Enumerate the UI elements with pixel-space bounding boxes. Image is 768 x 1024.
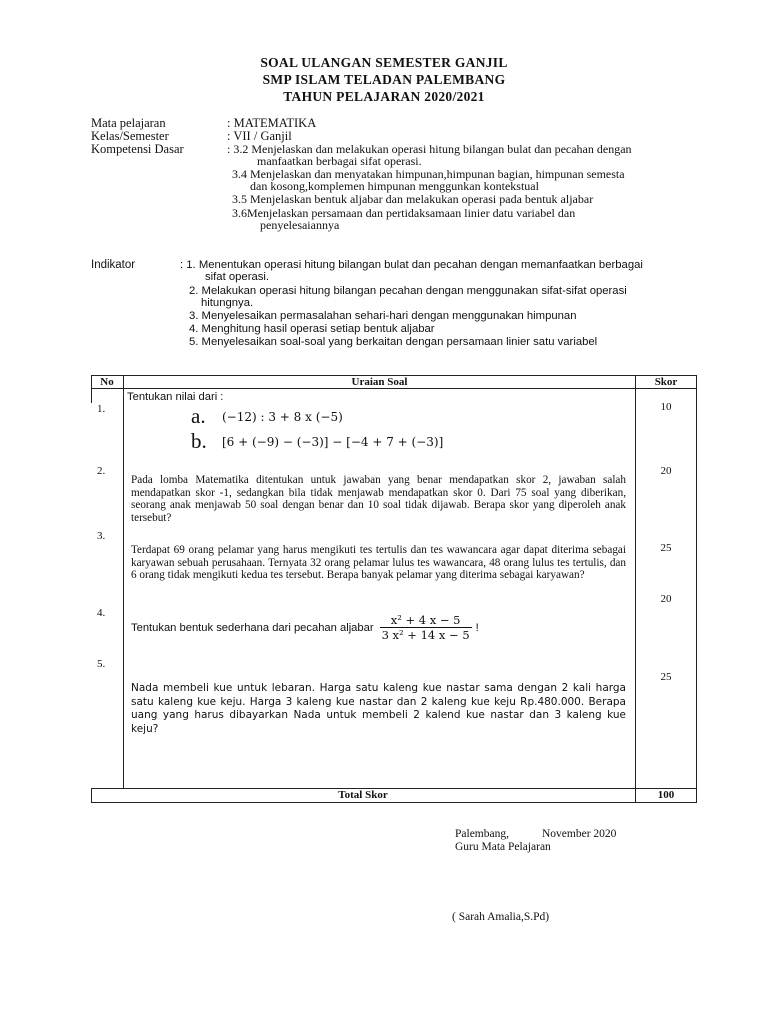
table-col-divider-2 bbox=[635, 375, 636, 802]
table-header-divider bbox=[91, 388, 697, 389]
q1-number: 1. bbox=[97, 403, 106, 415]
q1-intro: Tentukan nilai dari : bbox=[127, 391, 224, 403]
signature-date: November 2020 bbox=[542, 828, 617, 840]
q1-b-label: b. bbox=[191, 429, 207, 453]
indikator-item-5: 5. Menyelesaikan soal-soal yang berkaitan dengan persamaan linier satu variabel bbox=[189, 336, 598, 348]
indikator-item-1-cont: sifat operasi. bbox=[205, 271, 270, 283]
q3-score: 25 bbox=[660, 542, 672, 554]
q3-number: 3. bbox=[97, 530, 106, 542]
kd-item-2-cont: dan kosong,komplemen himpunan menggunkan kontekstual bbox=[250, 179, 539, 193]
q4-number: 4. bbox=[97, 607, 106, 619]
kd-label: Kompetensi Dasar bbox=[91, 142, 184, 156]
q4-line bbox=[131, 613, 479, 642]
indikator-label: Indikator bbox=[91, 259, 136, 271]
kd-item-1-cont: manfaatkan berbagai sifat operasi. bbox=[257, 154, 422, 168]
title-line-3: TAHUN PELAJARAN 2020/2021 bbox=[283, 89, 485, 104]
kd-item-4: 3.6Menjelaskan persamaan dan pertidaksamaan linier datu variabel dan bbox=[232, 206, 576, 220]
kelas-value: : VII / Ganjil bbox=[227, 129, 292, 143]
q1-score: 10 bbox=[660, 401, 672, 413]
table-border-bottom bbox=[91, 802, 697, 803]
kd-item-1: : 3.2 Menjelaskan dan melakukan operasi hitung bilangan bulat dan pecahan dengan bbox=[227, 142, 632, 156]
kd-item-2: 3.4 Menjelaskan dan menyatakan himpunan,himpunan bagian, himpunan semesta bbox=[232, 167, 625, 181]
q4-text: Tentukan bentuk sederhana dari pecahan aljabar bbox=[131, 621, 374, 634]
q4-fraction bbox=[380, 613, 472, 642]
table-col-divider-1 bbox=[123, 375, 124, 788]
q2-score: 20 bbox=[660, 465, 672, 477]
total-label: Total Skor bbox=[338, 789, 388, 801]
col-header-no: No bbox=[100, 376, 114, 388]
q2-text: Pada lomba Matematika ditentukan untuk jawaban yang benar mendapatkan skor 2, jawaban salah mendapatkan skor -1, sedangkan bila tidak menjawab mendapatkan skor 0. Dari 75 soal yang diberikan, seorang anak menjawab 50 soal dengan benar dan 10 soal tidak dijawab. Berapa skor yang diperoleh anak tersebut? bbox=[131, 474, 626, 524]
mapel-value: : MATEMATIKA bbox=[227, 116, 317, 130]
kd-item-3: 3.5 Menjelaskan bentuk aljabar dan melakukan operasi pada bentuk aljabar bbox=[232, 192, 594, 206]
indikator-item-3: 3. Menyelesaikan permasalahan sehari-hari dengan menggunakan himpunan bbox=[189, 310, 577, 322]
q2-number: 2. bbox=[97, 465, 106, 477]
q1-a-label: a. bbox=[191, 404, 206, 428]
q4-score: 20 bbox=[660, 593, 672, 605]
q3-text: Terdapat 69 orang pelamar yang harus mengikuti tes tertulis dan tes wawancara agar dapat diterima sebagai karyawan sebuah perusahaan. Ternyata 32 orang pelamar lulus tes wawancara, 48 orang lulus tes tertulis, dan 6 orang tidak mengikuti kedua tes tersebut. Berapa banyak pelamar yang diterima sebagai karyawan? bbox=[131, 544, 626, 582]
total-value: 100 bbox=[657, 789, 675, 801]
signature-role: Guru Mata Pelajaran bbox=[455, 841, 551, 853]
q5-score: 25 bbox=[660, 671, 672, 683]
table-border-right bbox=[696, 375, 697, 802]
mapel-label: Mata pelajaran bbox=[91, 116, 166, 130]
indikator-item-1: : 1. Menentukan operasi hitung bilangan bulat dan pecahan dengan memanfaatkan berbagai bbox=[180, 259, 643, 271]
indikator-item-2-cont: hitungnya. bbox=[201, 297, 254, 309]
q4-end-mark: ! bbox=[475, 621, 479, 634]
q5-number: 5. bbox=[97, 658, 106, 670]
signature-name: ( Sarah Amalia,S.Pd) bbox=[452, 911, 550, 923]
kd-item-4-cont: penyelesaiannya bbox=[260, 218, 340, 232]
title-line-1: SOAL ULANGAN SEMESTER GANJIL bbox=[260, 55, 508, 70]
kelas-label: Kelas/Semester bbox=[91, 129, 169, 143]
q4-numerator: x² + 4 x − 5 bbox=[380, 613, 472, 628]
q1-b-expression: [6 + (−9) − (−3)] − [−4 + 7 + (−3)] bbox=[222, 435, 444, 449]
col-header-skor: Skor bbox=[654, 376, 678, 388]
col-header-uraian: Uraian Soal bbox=[351, 376, 408, 388]
q5-text: Nada membeli kue untuk lebaran. Harga satu kaleng kue nastar sama dengan 2 kali harga satu kaleng kue keju. Harga 3 kaleng kue nastar dan 2 kaleng kue keju Rp.480.000. Berapa uang yang harus dibayarkan Nada untuk membeli 2 kalend kue nastar dan 3 kaleng kue keju? bbox=[131, 682, 626, 735]
indikator-item-2: 2. Melakukan operasi hitung bilangan pecahan dengan menggunakan sifat-sifat operasi bbox=[189, 285, 627, 297]
title-line-2: SMP ISLAM TELADAN PALEMBANG bbox=[262, 72, 506, 87]
signature-place: Palembang, bbox=[455, 828, 509, 840]
q4-denominator: 3 x² + 14 x − 5 bbox=[381, 628, 470, 642]
indikator-item-4: 4. Menghitung hasil operasi setiap bentuk aljabar bbox=[189, 323, 435, 335]
q1-a-expression: (−12) : 3 + 8 x (−5) bbox=[222, 410, 343, 424]
